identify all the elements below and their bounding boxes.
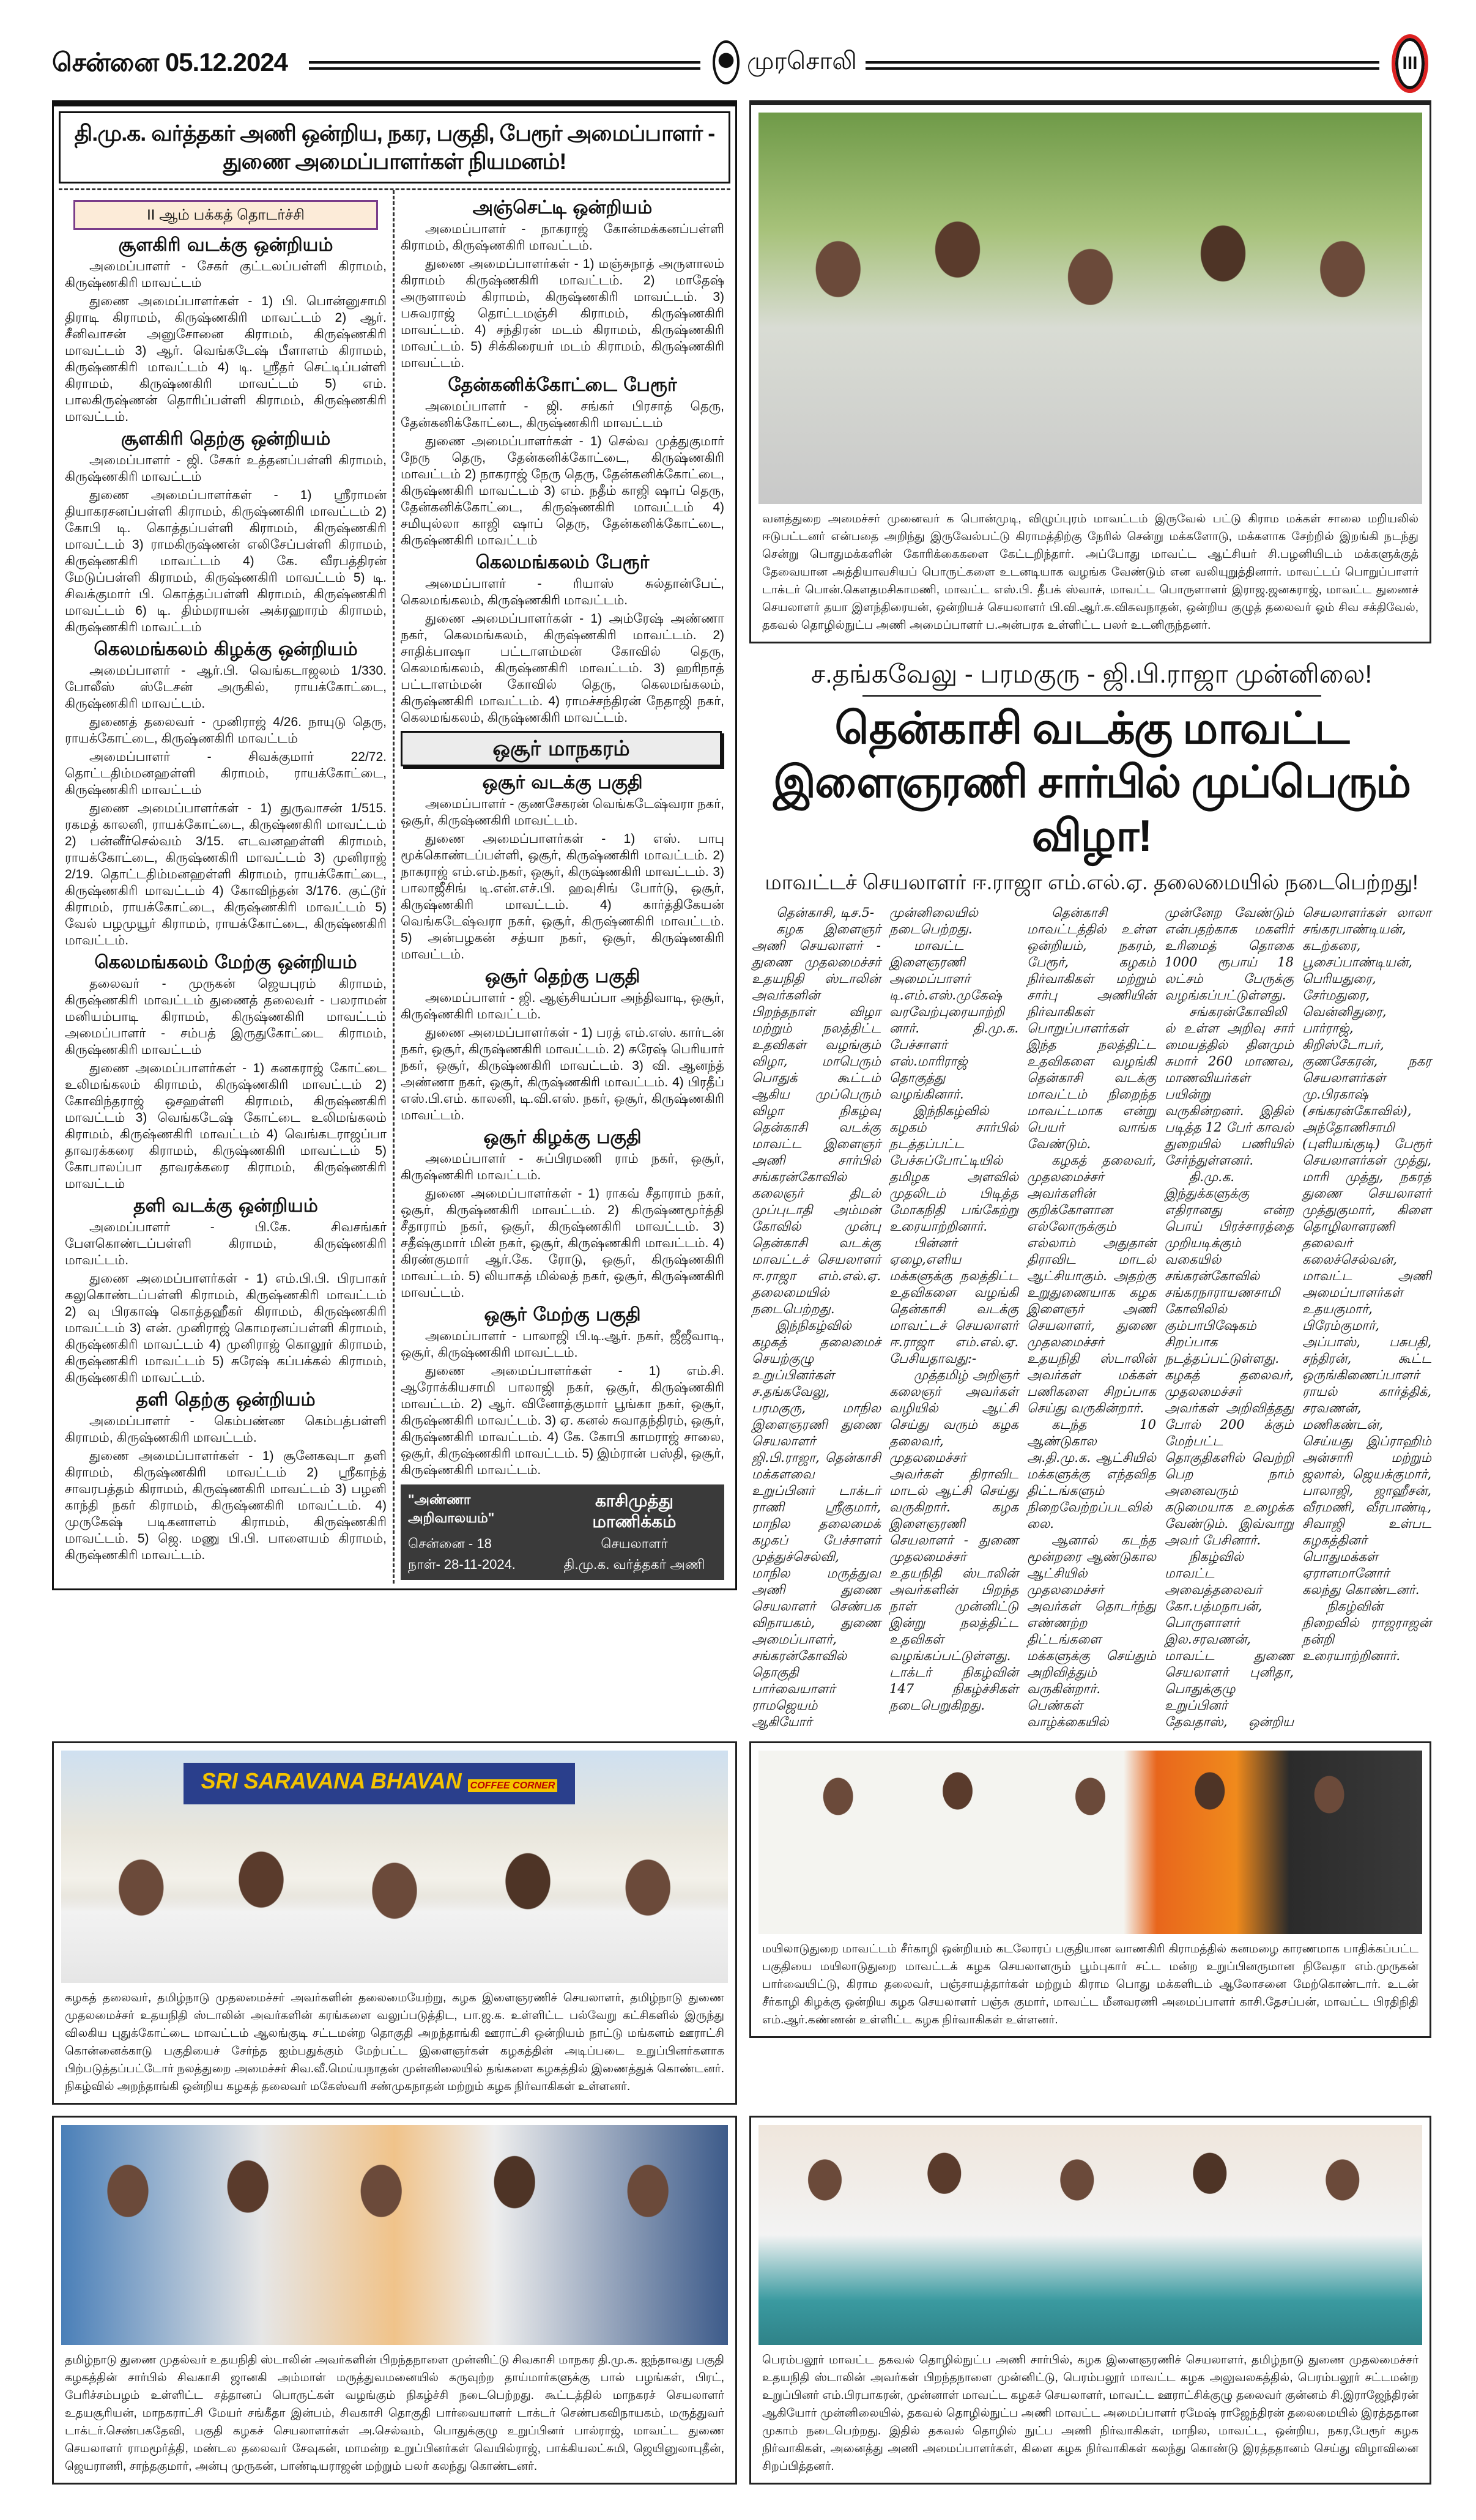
union-section [401,1126,724,1301]
article-kicker: ச.தங்கவேலு - பரமகுரு - ஜி.பி.ராஜா முன்னிலை! [810,659,1373,688]
appointment-notice [52,100,737,1590]
article-body [752,905,1431,1730]
article-paragraph: கழகத் தலைவர், முதலமைச்சர் அவர்களின் குறிக்கோளான எல்லோருக்கும் எல்லாம் அதுதான் திராவிட மாடல் ஆட்சியாகும். அதற்கு உறுதுணையாக கழக இளைஞர் அணி செயலாளர், துணை முதலமைச்சர் உதயநிதி ஸ்டாலின் அவர்கள் மக்கள் பணிகளை சிறப்பாக செய்து வருகின்றார். [1027,1153,1156,1415]
bottom-row [52,2116,1431,2485]
article-paragraph: தென்காசி, டிச.5- [776,905,875,920]
section-title: ஒசூர் மேற்கு பகுதி [484,1304,641,1325]
photo-box-blood-donation [749,2116,1431,2485]
paper-name: முரசொலி [747,48,857,75]
section-title: தேன்கனிக்கோட்டை பேரூர் [448,374,677,396]
page-number: III [1392,34,1428,93]
photo-box-youth-join [52,1741,737,2105]
appointee-text: அமைப்பாளர் - குணசேகரன் வெங்கடேஷ்வரா நகர், ஒசூர், கிருஷ்ணகிரி மாவட்டம். [401,797,724,828]
header-rule [309,61,700,70]
section-title: கெலமங்கலம் பேரூர் [475,552,650,573]
appointee-text: அமைப்பாளர் - ரியாஸ் சுல்தான்பேட், கெலமங்கலம், கிருஷ்ணகிரி மாவட்டம். [401,577,724,607]
article-paragraph: கடந்த 10 ஆண்டுகால அ.தி.மு.க. ஆட்சியில் மக்களுக்கு எந்தவித திட்டங்களும் நிறைவேற்றப்படவில்லை. [1027,1417,1156,1531]
appointee-text: துணை அமைப்பாளர்கள் - 1) அம்ரேஷ் அண்ணா நகர், கெலமங்கலம், கிருஷ்ணகிரி மாவட்டம். 2) சாதிக்பாஷா பட்டாளம்மன் கோவில் தெரு, கெலமங்கலம், கிருஷ்ணகிரி மாவட்டம். 3) ஹரிநாத் பட்டாளம்மன் கோவில் தெரு, கெலமங்கலம், கிருஷ்ணகிரி மாவட்டம். 4) ராமச்சந்திரன் நேதாஜி நகர், கெலமங்கலம், கிருஷ்ணகிரி மாவட்டம். [401,612,724,725]
section-title: தளி தெற்கு ஒன்றியம் [136,1389,316,1410]
union-section [401,1303,724,1478]
section-title: தளி வடக்கு ஒன்றியம் [133,1195,318,1217]
top-row [52,100,1431,1730]
middle-row [52,1741,1431,2105]
appointee-text: அமைப்பாளர் - பி.கே. சிவசங்கர் பேளகொண்டப்பள்ளி கிராமம், கிருஷ்ணகிரி மாவட்டம். [65,1220,387,1267]
union-section [65,428,387,636]
union-section [65,234,387,425]
article-headline: தென்காசி வடக்கு மாவட்ட இளைஞரணி சார்பில் முப்பெரும் விழா! [773,704,1411,861]
signature-block [401,1484,724,1580]
kicker-rule [862,695,1321,697]
section-title: சூளகிரி தெற்கு ஒன்றியம் [121,428,331,450]
appointee-text: அமைப்பாளர் - ஆர்.பி. வெங்கடாஜலம் 1/330. போலீஸ் ஸ்டேசன் அருகில், ராயக்கோட்டை, கிருஷ்ணகிரி மாவட்டம். [65,664,387,711]
appointee-text: துணை அமைப்பாளர்கள் - 1) ராகவ் சீதாராம் நகர், ஒசூர், கிருஷ்ணகிரி மாவட்டம். 2) கிருஷ்ணமூர்த்தி சீதாராம் நகர், ஒசூர், கிருஷ்ணகிரி மாவட்டம். 3) சதீஷ்குமார் மின் நகர், ஒசூர், கிருஷ்ணகிரி மாவட்டம். 4) கிரண்குமார் ஆர்.கே. ரோடு, ஒசூர், கிருஷ்ணகிரி மாவட்டம். 5) லியாகத் மில்லத் நகர், ஒசூர், கிருஷ்ணகிரி மாவட்டம். [401,1187,724,1300]
appointee-text: அமைப்பாளர் - ஜி. ஆஞ்சியப்பா அந்திவாடி, ஒசூர், கிருஷ்ணகிரி மாவட்டம். [401,991,724,1021]
article-paragraph: இந்நிகழ்வில் கழகம் சார்பில் நடத்தப்பட்ட பேச்சுப்போட்டியில் தமிழக அளவில் முதலிடம் பிடித்த மோகநிதி பங்கேற்று உரையாற்றினார். [889,1103,1018,1234]
appointee-text: அமைப்பாளர் - கெம்பண்ண கெம்பத்பள்ளி கிராமம், கிருஷ்ணகிரி மாவட்டம். [65,1414,387,1445]
signatory-role: செயலாளர் [601,1536,668,1551]
shop-sign [184,1763,575,1804]
notice-column-1 [59,190,395,1584]
section-title: சூளகிரி வடக்கு ஒன்றியம் [118,234,333,256]
article-paragraph: இந்நிகழ்வில் கழகத் தலைமைச் செயற்குழு உறுப்பினர்கள் ச.தங்கவேலு, பரமகுரு, மாநில இளைஞரணி துணை செயலாளர் ஜி.பி.ராஜா, தென்காசி மக்களவை உறுப்பினர் டாக்டர் ராணி ஸ்ரீகுமார், மாநில தலைமைக் கழகப் பேச்சாளர் முத்துச்செல்வி, மாநில மருத்துவ அணி துணை செயலாளர் செண்பக விநாயகம், துணை அமைப்பாளர், சங்கரன்கோவில் தொகுதி பார்வையாளர் ராமஜெயம் ஆகியோர் முன்னிலையில் நடைபெற்றது. [752,905,979,1729]
appointee-text: அமைப்பாளர் - பாலாஜி பி.டி.ஆர். நகர், ஜீஜீவாடி, ஒசூர், கிருஷ்ணகிரி மாவட்டம். [401,1329,724,1360]
appointee-text: துணை அமைப்பாளர்கள் - 1) எம்.பி.பி. பிரபாகர் கலுகொண்டப்பள்ளி கிராமம், கிருஷ்ணகிரி மாவட்டம் 2) வு பிரகாஷ் கொத்தஹீகர் கிராமம், கிருஷ்ணகிரி மாவட்டம் 3) என். முனிராஜ் கொமரனப்பள்ளி கிராமம், கிருஷ்ணகிரி மாவட்டம் 4) முனிராஜ் கொலூர் கிராமம், கிருஷ்ணகிரி மாவட்டம் 5) சுரேஷ் கப்பக்கல் கிராமம், கிருஷ்ணகிரி மாவட்டம். [65,1272,387,1385]
photo-box-minister-visit [749,100,1431,643]
appointee-text: துணை அமைப்பாளர்கள் - 1) ஸ்ரீராமன் தியாகரசனப்பள்ளி கிராமம், கிருஷ்ணகிரி மாவட்டம் 2) கோபி டி. கொத்தப்பள்ளி கிராமம், கிருஷ்ணகிரி மாவட்டம் 3) ராமகிருஷ்ணன் எலிசேப்பள்ளி கிராமம், கிருஷ்ணகிரி மாவட்டம் 4) கே. வீரபத்திரன் மேடுப்பள்ளி கிராமம், கிருஷ்ணகிரி மாவட்டம் 5) டி. சிவக்குமார் பி. கொத்தப்பள்ளி கிராமம், கிருஷ்ணகிரி மாவட்டம் 6) டி. திம்மராயன் அக்ரஹாரம் கிராமம், கிருஷ்ணகிரி மாவட்டம் [65,488,387,634]
photo-caption: தமிழ்நாடு துணை முதல்வர் உதயநிதி ஸ்டாலின் அவர்களின் பிறந்தநாளை முன்னிட்டு சிவகாசி மாநகர தி.மு.க. ஐந்தாவது பகுதி கழகத்தின் சார்பில் சிவகாசி ஜானகி அம்மாள் மருத்துவமனையில் கருவுற்ற தாய்மார்களுக்கு பால் பழங்கள், பிரட், பேரிச்சம்பழம் உள்ளிட்ட சத்தானப் பொருட்கள் வழங்கும் நிகழ்ச்சி நடைபெற்றது. கூட்டத்தில் மாநகரச் செயலாளர் உதயசூரியன், மாநகராட்சி மேயர் சங்கீதா இன்பம், சிவகாசி தொகுதி பார்வையாளர் டாக்டர் செண்பகவிநாயகம், மருத்துவர் டாக்டர்.செண்பகதேவி, பகுதி கழகச் செயலாளர்கள் அ.செல்வம், பொதுக்குழு உறுப்பினர் பால்ராஜ், மாவட்ட துணை செயலாளர் ராமமூர்த்தி, மண்டல தலைவர் சேவுகன், மாமன்ற உறுப்பினர்கள் வெயில்ராஜ், பாக்கியலட்சுமி, ஜெயினுலாபுதீன், ஜெயராணி, சாந்தகுமார், அன்பு முருகன், பாண்டியராஜன் மற்றும் பலர் கலந்து கொண்டனர். [65,2354,724,2473]
section-title: ஒசூர் கிழக்கு பகுதி [483,1127,642,1148]
appointee-text: துணை அமைப்பாளர்கள் - 1) பி. பொன்னுசாமி திராடி கிராமம், கிருஷ்ணகிரி மாவட்டம் 2) ஆர். சீனிவாசன் அனுசோனை கிராமம், கிருஷ்ணகிரி மாவட்டம் 3) ஆர். வெங்கடேஷ் பீளாளம் கிராமம், கிருஷ்ணகிரி மாவட்டம் 4) டி. ஸ்ரீதர் செட்டிப்பள்ளி கிராமம், கிருஷ்ணகிரி மாவட்டம் 5) எம். பாலகிருஷ்ணன் தொரிப்பள்ளி கிராமம், கிருஷ்ணகிரி மாவட்டம். [65,294,387,424]
right-stack [749,100,1431,1730]
header-rule [866,61,1379,70]
appointee-text: துணை அமைப்பாளர்கள் - 1) சூனேகவுடா தளி கிராமம், கிருஷ்ணகிரி மாவட்டம் 2) ஸ்ரீகாந்த் சாவரபத்தம் கிராமம், கிருஷ்ணகிரி மாவட்டம் 3) பழனி காந்தி நகர் கிராமம், கிருஷ்ணகிரி மாவட்டம். 4) முருகேஷ் படிகனாளம் கிராமம், கிருஷ்ணகிரி மாவட்டம். 5) ஜெ. மணு பி.பி. பாளையம் கிராமம், கிருஷ்ணகிரி மாவட்டம். [65,1449,387,1562]
signatory-org: தி.மு.க. வர்த்தகர் அணி [563,1557,705,1572]
article-paragraph: தென்காசி மாவட்டத்தில் உள்ள ஒன்றியம், நகரம், பேரூர், கழகம் நிர்வாகிகள் மற்றும் சார்பு அணியின் நிர்வாகிகள் பொறுப்பாளர்கள் இந்த நலத்திட்ட உதவிகளை வழங்கி தென்காசி வடக்கு மாவட்டம் நிறைந்த மாவட்டமாக என்று பெயர் வாங்க வேண்டும். [1027,905,1156,1151]
appointee-text: துணை அமைப்பாளர்கள் - 1) எம்.சி. ஆரோக்கியசாமி பாலாஜி நகர், ஒசூர், கிருஷ்ணகிரி மாவட்டம். 2) ஆர். வினோத்குமார் பூங்கா நகர், ஒசூர், கிருஷ்ணகிரி மாவட்டம். 3) ஏ. கனல் சுவாதந்திரம், ஒசூர், கிருஷ்ணகிரி மாவட்டம். 4) கே. கோபி காமராஜ் சாலை, ஒசூர், கிருஷ்ணகிரி மாவட்டம். 5) இம்ரான் பஸ்தி, ஒசூர், கிருஷ்ணகிரி மாவட்டம். [401,1364,724,1477]
hosur-city-box: ஒசூர் மாநகரம் [401,731,722,766]
appointee-text: அமைப்பாளர் - சிவக்குமார் 22/72. தொட்டதிம்மனஹள்ளி கிராமம், ராயக்கோட்டை, கிருஷ்ணகிரி மாவட்டம் [65,750,387,797]
signatory-name: காசிமுத்து மாணிக்கம் [592,1491,677,1531]
appointee-text: துணை அமைப்பாளர்கள் - 1) செல்வ முத்துகுமார் நேரு தெரு, தேன்கனிக்கோட்டை, கிருஷ்ணகிரி மாவட்டம் 2) நாகராஜ் நேரு தெரு, தேன்கனிக்கோட்டை, கிருஷ்ணகிரி மாவட்டம் 3) எம். நதீம் காஜி ஷாப் தெரு, தேன்கனிக்கோட்டை, கிருஷ்ணகிரி மாவட்டம் 4) சமியுல்லா காஜி ஷாப் தெரு, தேன்கனிக்கோட்டை, கிருஷ்ணகிரி மாவட்டம் [401,434,724,547]
union-section [65,1388,387,1563]
section-title: அஞ்செட்டி ஒன்றியம் [472,197,653,218]
union-section [401,196,724,371]
tenkasi-article [749,654,1431,1730]
appointee-text: துணைத் தலைவர் - முனிராஜ் 4/26. நாயுடு தெரு, ராயக்கோட்டை, கிருஷ்ணகிரி மாவட்டம் [65,715,387,746]
issue-date: சென்னை 05.12.2024 [52,48,288,76]
appointee-text: துணை அமைப்பாளர்கள் - 1) மஞ்சுநாத் அருளாலம் கிராமம் கிருஷ்ணகிரி மாவட்டம். 2) மாதேஷ் அருளாலம் கிராமம், கிருஷ்ணகிரி மாவட்டம். 3) பசுவராஜ் தொட்டமஞ்சி கிராமம், கிருஷ்ணகிரி மாவட்டம். 4) சந்திரன் மடம் கிராமம், கிருஷ்ணகிரி மாவட்டம். 5) சிக்கிரையர் மடம் கிராமம், கிருஷ்ணகிரி மாவட்டம். [401,257,724,370]
appointee-text: அமைப்பாளர் - சேகர் குட்டலப்பள்ளி கிராமம், கிருஷ்ணகிரி மாவட்டம் [65,259,387,290]
section-title: கெலமங்கலம் கிழக்கு ஒன்றியம் [94,639,358,660]
union-section [401,551,724,726]
appointee-text: துணை அமைப்பாளர்கள் - 1) எஸ். பாபு மூக்கொண்டப்பள்ளி, ஒசூர், கிருஷ்ணகிரி மாவட்டம். 2) நாகராஜ் எம்.எம்.நகர், ஒசூர், கிருஷ்ணகிரி மாவட்டம். 3) பாலாஜீசிங் டி.என்.எச்.பி. ஹவுசிங் போர்டு, ஒசூர், கிருஷ்ணகிரி மாவட்டம். 4) கார்த்திகேயன் வெங்கடேஷ்வரா நகர், ஒசூர், கிருஷ்ணகிரி மாவட்டம். 5) அன்பழகன் சத்யா நகர், ஒசூர், கிருஷ்ணகிரி மாவட்டம். [401,832,724,962]
photo-box-sivakasi-event [52,2116,737,2485]
union-section [65,638,387,949]
appointee-text: அமைப்பாளர் - நாகராஜ் கோன்மக்கனப்பள்ளி கிராமம், கிருஷ்ணகிரி மாவட்டம். [401,222,724,253]
murasoli-logo-icon [713,40,740,84]
signature-date: நாள்- 28-11-2024. [408,1557,516,1572]
union-section [401,965,724,1124]
section-title: ஒசூர் தெற்கு பகுதி [484,966,640,987]
appointee-text: அமைப்பாளர் - சுப்பிரமணி ராம் நகர், ஒசூர், கிருஷ்ணகிரி மாவட்டம். [401,1152,724,1182]
photo-caption: வனத்துறை அமைச்சர் முனைவர் க பொன்முடி, விழுப்புரம் மாவட்டம் இருவேல் பட்டு கிராம மக்கள் சாலை மறியலில் ஈடுபட்டனர் என்பதை அறிந்து இருவேல்பட்டு கிராமத்திற்கு நேரில் சென்று மக்களோடு, மக்களாக சேற்றில் இறங்கி நடந்து சென்று பொதுமக்களின் கோரிக்கைகளை கேட்டறிந்தார். அப்போது மாவட்ட ஆட்சியர் சி.பழனியிடம் மக்களுக்குத் தேவையான அத்தியாவசியப் பொருட்களை உடனடியாக வழங்க வேண்டும் என வலியுறுத்தினார். மாவட்டப் பொறுப்பாளர் டாக்டர் பொன்.கௌதமசிகாமணி, மாவட்ட எஸ்.பி. தீபக் ஸ்வாச், மாவட்ட பொருளாளர் இராஜ.ஜனகராஜ், மாவட்ட துணைச் செயலாளர் தயா இளந்திரையன், ஒன்றியச் செயலாளர் பி.வி.ஆர்.சு.விசுவநாதன், ஒன்றிய குழுத் தலைவர் ஓம் சிவ சக்திவேல், தகவல் தொழில்நுட்ப அணி அமைப்பாளர் ப.அன்பரசு உள்ளிட்ட பலர் உடனிருந்தனர். [762,513,1419,632]
photo-caption: மயிலாடுதுறை மாவட்டம் சீர்காழி ஒன்றியம் கடலோரப் பகுதியான வாணகிரி கிராமத்தில் கனமழை காரணமாக பாதிக்கப்பட்ட பகுதியை மயிலாடுதுறை மாவட்டக் கழக செயலாளரும் பூம்புகார் சட்ட மன்ற உறுப்பினருமான நிவேதா எம்.முருகன் பார்வையிட்டு, கிராம தலைவர், பஞ்சாயத்தார்கள் மற்றும் கிராம பொது மக்களிடம் ஆலோசனை மேற்கொண்டார். உடன் சீர்காழி கிழக்கு ஒன்றிய கழக செயலாளர் பஞ்சு குமார், மாவட்ட மீனவரணி அமைப்பாளர் காசி.தேசப்பன், மாவட்ட பிரதிநிதி எம்.ஆர்.கண்ணன் உள்ளிட்ட கழக நிர்வாகிகள் உள்ளனர். [762,1943,1419,2026]
appointee-text: அமைப்பாளர் - ஜி. சேகர் உத்தனப்பள்ளி கிராமம், கிருஷ்ணகிரி மாவட்டம் [65,453,387,484]
article-paragraph: நிகழ்வில் மாவட்ட அவைத்தலைவர் கோ.பத்மநாபன், பொருளாளர் இல.சரவணன், மாவட்ட துணை செயலாளர் புனிதா, பொதுக்குழு உறுப்பினர் தேவதாஸ், ஒன்றிய செயலாளர்கள் லாலா சங்கரபாண்டியன், கடற்கரை, பூசைப்பாண்டியன், பெரியதுரை, சேர்மதுரை, வென்னிதுரை, பார்ராஜ், கிறிஸ்டோபர், குணசேகரன், நகர செயலாளர்கள் மு.பிரகாஷ் (சங்கரன்கோவில்), அந்தோணிசாமி (புளியங்குடி) பேரூர் செயலாளர்கள் முத்து, மாரி முத்து, நகரத் துணை செயலாளர் முத்துகுமார், கிளை தொழிலாளரணி தலைவர் கலைச்செல்வன், மாவட்ட அணி அமைப்பாளர்கள் உதயகுமார், பிரேம்குமார், அப்பாஸ், பசுபதி, சந்திரன், கூட்ட ஒருங்கிணைப்பாளர் ராயல் கார்த்திக், சரவணன், மணிகண்டன், செய்யது இப்ராஹிம் அன்சாரி மற்றும் ஜலால், ஜெயக்குமார், பாலாஜி, ஜாஹீசன், வீரமணி, வீரபாண்டி, சிவாஜி உள்பட கழகத்தினர் பொதுமக்கள் ஏராளமானோர் கலந்து கொண்டனர். [1165,905,1431,1729]
signature-city: சென்னை - 18 [408,1536,492,1551]
photo-box-flood-inspection [749,1741,1431,2038]
union-section [65,1195,387,1386]
page-header [52,43,1431,92]
notice-column-2 [395,190,730,1584]
article-paragraph: கழக இளைஞர் அணி செயலாளர் - துணை முதலமைச்சர் உதயநிதி ஸ்டாலின் அவர்களின் பிறந்தநாள் விழா மற்றும் நலத்திட்ட உதவிகள் வழங்கும் விழா, மாபெரும் பொதுக் கூட்டம் ஆகிய முப்பெரும் விழா நிகழ்வு தென்காசி வடக்கு மாவட்ட இளைஞர் அணி சார்பில் சங்கரன்கோவில் கலைஞர் திடல் முப்புடாதி அம்மன் கோவில் முன்பு தென்காசி வடக்கு மாவட்டச் செயலாளர் ஈ.ராஜா எம்.எல்.ஏ. தலைமையில் நடைபெற்றது. [752,922,881,1316]
shop-sign-text: SRI SARAVANA BHAVAN [201,1768,462,1793]
notice-headline: தி.மு.க. வர்த்தகர் அணி ஒன்றிய, நகர, பகுதி, பேரூர் அமைப்பாளர் - துணை அமைப்பாளர்கள் நியமனம்! [59,111,730,183]
shop-sign-subtext: COFFEE CORNER [468,1779,558,1792]
article-paragraph: தி.மு.க. இந்துக்களுக்கு எதிரானது என்ற பொய் பிரச்சாரத்தை முறியடிக்கும் வகையில் சங்கரன்கோவில் சங்கரநாராயணசாமி கோவிலில் கும்பாபிஷேகம் சிறப்பாக நடத்தப்பட்டுள்ளது. கழகத் தலைவர், முதலமைச்சர் அவர்கள் அறிவித்தது போல் 200 க்கும் மேற்பட்ட தொகுதிகளில் வெற்றி பெற நாம் அனைவரும் கடுமையாக உழைக்க வேண்டும். இவ்வாறு அவர் பேசினார். [1165,1169,1294,1547]
union-section [401,374,724,549]
news-photo [758,1751,1422,1934]
news-photo [758,113,1422,504]
news-photo [758,2125,1422,2345]
union-section [65,951,387,1192]
article-subhead: மாவட்டச் செயலாளர் ஈ.ராஜா எம்.எல்.ஏ. தலைமையில் நடைபெற்றது! [765,871,1419,894]
union-section [401,771,724,963]
article-paragraph: ஆனால் கடந்த மூன்றரை ஆண்டுகால ஆட்சியில் முதலமைச்சர் அவர்கள் தொடர்ந்து எண்ணற்ற திட்டங்களை மக்களுக்கு செய்தும் அறிவித்தும் வருகின்றார். பெண்கள் வாழ்க்கையில் முன்னேற வேண்டும் என்பதற்காக மகளிர் உரிமைத் தொகை 1000 ரூபாய் 18 லட்சம் பேருக்கு வழங்கப்பட்டுள்ளது. [1027,905,1294,1729]
appointee-text: துணை அமைப்பாளர்கள் - 1) துருவாசன் 1/515. ரகமத் காலனி, ராயக்கோட்டை, கிருஷ்ணகிரி மாவட்டம் 2) பன்னீர்செல்வம் 3/15. எடவனஹள்ளி கிராமம், ராயக்கோட்டை, கிருஷ்ணகிரி மாவட்டம் 3) முனிராஜ் 2/19. தொட்டதிம்மனஹள்ளி கிராமம், ராயக்கோட்டை, கிருஷ்ணகிரி மாவட்டம் 4) கோவிந்தன் 3/176. குட்டூர் கிராமம், ராயக்கோட்டை, கிருஷ்ணகிரி மாவட்டம் 5) வேல் பழமுயூர் கிராமம், ராயக்கோட்டை, கிருஷ்ணகிரி மாவட்டம். [65,801,387,947]
article-paragraph: மாவட்ட இளைஞரணி அமைப்பாளர் டி.எம்.எஸ்.முகேஷ் வரவேற்புரையாற்றினார். தி.மு.க. பேச்சாளர் எஸ்.மாரிராஜ் தொகுத்து வழங்கினார். [889,938,1018,1102]
photo-caption: பெரம்பலூர் மாவட்ட தகவல் தொழில்நுட்ப அணி சார்பில், கழக இளைஞரணிச் செயலாளர், தமிழ்நாடு துணை முதலமைச்சர் உதயநிதி ஸ்டாலின் அவர்கள் பிறந்தநாளை முன்னிட்டு, பெரம்பலூர் மாவட்ட கழக அலுவலகத்தில், பெரம்பலூர் சட்டமன்ற உறுப்பினர் எம்.பிரபாகரன், முன்னாள் மாவட்ட கழகச் செயலாளர், மாவட்ட ஊராட்சிக்குழு தலைவர் குன்னம் சி.இராஜேந்திரன் ஆகியோர் முன்னிலையில், தகவல் தொழில்நுட்ப அணி மாவட்ட அமைப்பாளர் ரமேஷ் ராஜேந்திரன் தலைமையில் இரத்ததான முகாம் நடைபெற்றது. இதில் தகவல் தொழில் நுட்ப அணி நிர்வாகிகள், மாநில, மாவட்ட, ஒன்றிய, நகர,பேரூர் கழக நிர்வாகிகள், அனைத்து அணி அமைப்பாளர்கள், கிளை கழக நிர்வாகிகள் கலந்து கொண்டு இரத்ததானம் செய்து விழாவினை சிறப்பித்தனர். [762,2354,1419,2473]
section-title: கெலமங்கலம் மேற்கு ஒன்றியம் [94,952,357,973]
photo-caption: கழகத் தலைவர், தமிழ்நாடு முதலமைச்சர் அவர்களின் தலைமையேற்று, கழக இளைஞரணிச் செயலாளர், தமிழ்நாடு துணை முதலமைச்சர் உதயநிதி ஸ்டாலின் அவர்களின் கரங்களை வலுப்படுத்திட, பா.ஜ.க. உள்ளிட்ட பல்வேறு கட்சிகளில் இருந்து விலகிய புதுக்கோட்டை மாவட்டம் ஆலங்குடி சட்டமன்ற தொகுதி அறந்தாங்கி ஊராட்சி ஒன்றியம் நாட்டு மங்களம் ஊராட்சி கொன்னைக்காடு பகுதியைச் சேர்ந்த ஐம்பதுக்கும் மேற்பட்ட இளைஞர்கள் கழகத்தின் அடிப்படை உறுப்பினர்களாக பிற்படுத்தப்பட்டோர் நலத்துறை அமைச்சர் சிவ.வீ.மெய்யநாதன் முன்னிலையில் தங்களை கழகத்தில் இணைத்துக் கொண்டனர். நிகழ்வில் அறந்தாங்கி ஒன்றிய கழகத் தலைவர் மகேஸ்வரி சண்முகநாதன் மற்றும் கழக நிர்வாகிகள் உள்ளனர். [65,1992,724,2093]
signature-office: "அண்ணா அறிவாலயம்" [408,1492,495,1525]
appointee-text: அமைப்பாளர் - ஜி. சங்கர் பிரசாத் தெரு, தேன்கனிக்கோட்டை, கிருஷ்ணகிரி மாவட்டம் [401,399,724,430]
article-paragraph: பின்னர் ஏழை,எளிய மக்களுக்கு நலத்திட்ட உதவிகளை வழங்கி தென்காசி வடக்கு மாவட்டச் செயலாளர் ஈ.ராஜா எம்.எல்.ஏ. பேசியதாவது:- [889,1236,1018,1366]
appointee-text: துணை அமைப்பாளர்கள் - 1) கனகராஜ் கோட்டை உலிமங்கலம் கிராமம், கிருஷ்ணகிரி மாவட்டம் 2) கோவிந்தராஜ் ஒசஹள்ளி கிராமம், கிருஷ்ணகிரி மாவட்டம் 3) வெங்கடேஷ் கோட்டை உலிமங்கலம் கிராமம், கிருஷ்ணகிரி மாவட்டம் 4) வெங்கடராஜப்பா தாவரக்கரை கிராமம், கிருஷ்ணகிரி மாவட்டம் 5) கோபாலப்பா தாவரக்கரை கிராமம், கிருஷ்ணகிரி மாவட்டம் [65,1061,387,1191]
news-photo [61,2125,728,2345]
appointee-text: துணை அமைப்பாளர்கள் - 1) பரத் எம்.எஸ். கார்டன் நகர், ஒசூர், கிருஷ்ணகிரி மாவட்டம். 2) சுரேஷ் பெரியார் நகர், ஒசூர், கிருஷ்ணகிரி மாவட்டம். 3) வி. ஆனந்த் அண்ணா நகர், ஒசூர், கிருஷ்ணகிரி மாவட்டம். 4) பிரதீப் எஸ்.பி.எம். காலனி, டி.வி.எஸ். நகர், ஒசூர், கிருஷ்ணகிரி மாவட்டம். [401,1026,724,1122]
news-photo [61,1751,728,1983]
article-paragraph: சங்கரன்கோவிலில் உள்ள அறிவு சார் மையத்தில் தினமும் சுமார் 260 மாணவ, மாணவியர்கள் பயின்று வருகின்றனர். இதில் படித்த 12 பேர் காவல் துறையில் பணியில் சேர்ந்துள்ளனர். [1165,1004,1294,1168]
appointee-text: தலைவர் - முருகன் ஜெயபுரம் கிராமம், கிருஷ்ணகிரி மாவட்டம் துணைத் தலைவர் - பலராமன் மனியம்பாடி கிராமம், கிருஷ்ணகிரி மாவட்டம் அமைப்பாளர் - சம்பத் இருதுகோட்டை கிராமம், கிருஷ்ணகிரி மாவட்டம் [65,977,387,1057]
section-title: ஒசூர் வடக்கு பகுதி [482,772,643,793]
continuation-label: II ஆம் பக்கத் தொடர்ச்சி [73,200,378,230]
article-paragraph: நிகழ்வின் நிறைவில் ராஜராஜன் நன்றி உரையாற்றினார். [1302,1599,1431,1663]
article-paragraph: முத்தமிழ் அறிஞர் கலைஞர் அவர்கள் வழியில் ஆட்சி செய்து வரும் கழக தலைவர், முதலமைச்சர் அவர்கள் திராவிட மாடல் ஆட்சி செய்து வருகிறார். கழக இளைஞரணி செயலாளர் - துணை முதலமைச்சர் உதயநிதி ஸ்டாலின் அவர்களின் பிறந்த நாள் முன்னிட்டு இன்று நலத்திட்ட உதவிகள் வழங்கப்பட்டுள்ளது. டாக்டர் நிகழ்வின் 147 நிகழ்ச்சிகள் நடைபெறுகிறது. [889,1368,1018,1713]
